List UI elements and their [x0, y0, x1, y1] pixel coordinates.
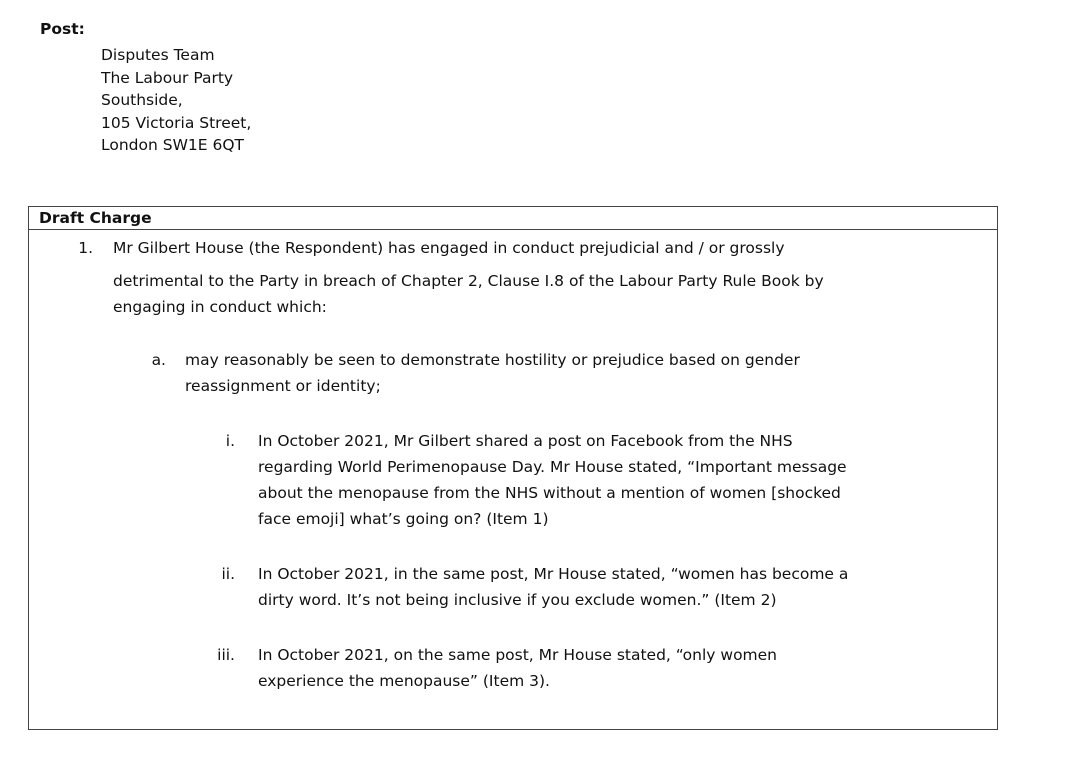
item-line: In October 2021, Mr Gilbert shared a post on Facebook from the NHS — [258, 432, 793, 450]
item-line: reassignment or identity; — [185, 377, 381, 395]
item-number: ii. — [221, 565, 235, 583]
address-line: The Labour Party — [101, 68, 234, 87]
postal-address — [101, 44, 251, 157]
address-line: Disputes Team — [101, 46, 215, 64]
item-line: may reasonably be seen to demonstrate hostility or prejudice based on gender — [185, 351, 800, 369]
post-heading: Post: — [40, 20, 85, 38]
draft-charge-box — [28, 206, 998, 730]
address-line: Southside, — [101, 91, 183, 109]
item-line: In October 2021, in the same post, Mr House stated, “women has become a — [258, 565, 849, 583]
item-line: engaging in conduct which: — [113, 298, 327, 316]
item-line: dirty word. It’s not being inclusive if you exclude women.” (Item 2) — [258, 591, 777, 609]
address-line: London SW1E 6QT — [101, 136, 245, 154]
item-number: 1. — [78, 239, 93, 257]
item-line: experience the menopause” (Item 3). — [258, 672, 550, 690]
item-number: iii. — [217, 646, 235, 664]
address-line: 105 Victoria Street, — [101, 113, 252, 132]
item-line: about the menopause from the NHS without a mention of women [shocked — [258, 484, 841, 502]
draft-charge-heading: Draft Charge — [29, 207, 997, 230]
item-number: a. — [151, 351, 166, 369]
item-line: Mr Gilbert House (the Respondent) has engaged in conduct prejudicial and / or grossly — [113, 239, 785, 257]
item-line: In October 2021, on the same post, Mr House stated, “only women — [258, 646, 778, 664]
item-line: face emoji] what’s going on? (Item 1) — [258, 510, 549, 528]
item-line: detrimental to the Party in breach of Chapter 2, Clause I.8 of the Labour Party Rule Book by — [113, 272, 824, 290]
item-number: i. — [225, 432, 235, 450]
item-line: regarding World Perimenopause Day. Mr House stated, “Important message — [258, 458, 847, 476]
